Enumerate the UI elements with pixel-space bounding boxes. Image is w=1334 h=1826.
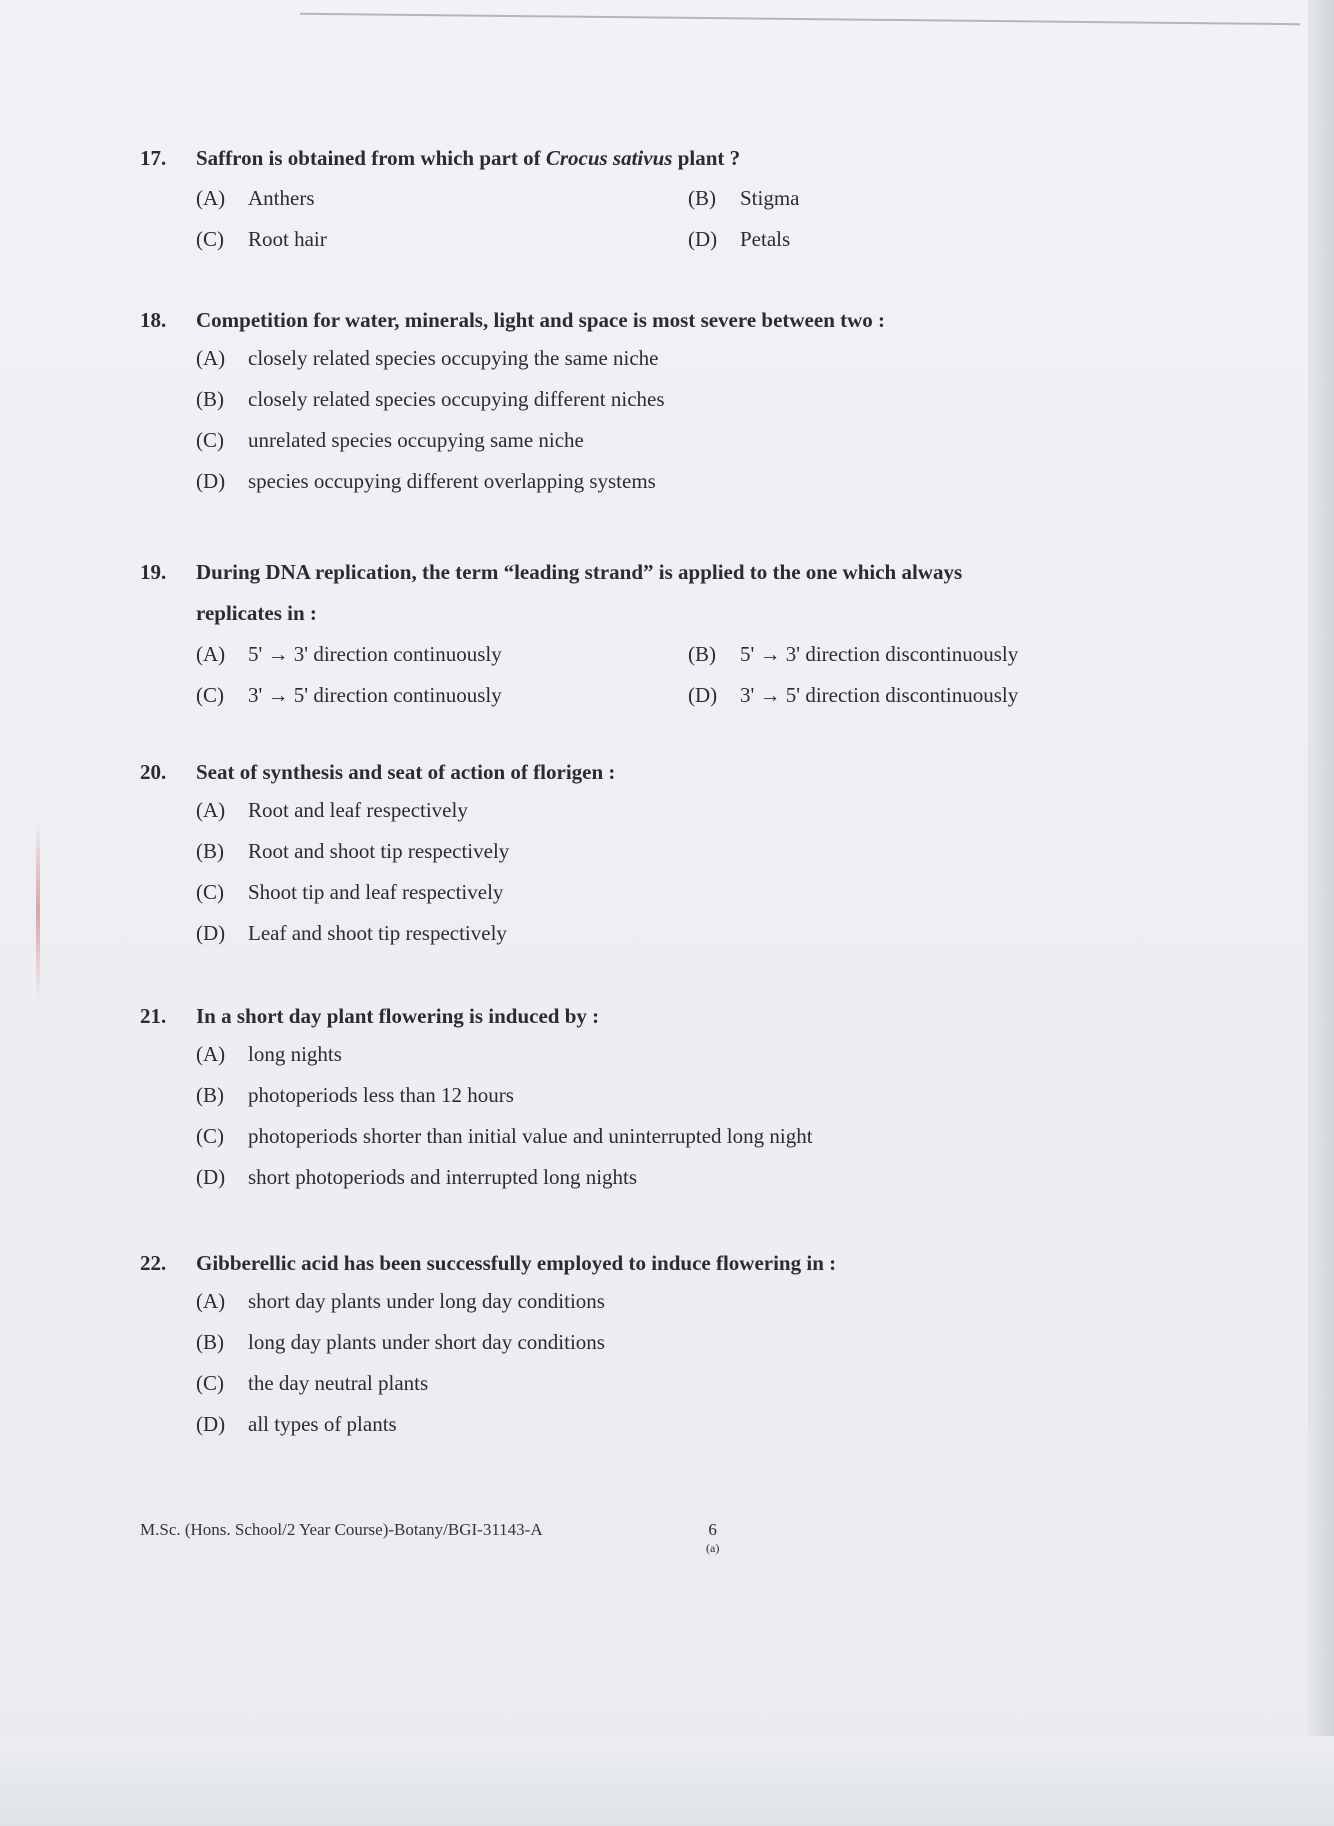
scan-top-line: [300, 13, 1300, 25]
question-18: [140, 302, 1180, 502]
option-b: (B) photoperiods less than 12 hours: [196, 1083, 514, 1107]
question-text: Competition for water, minerals, light and space is most severe between two :: [196, 308, 886, 332]
option-b: (B) Stigma: [688, 186, 800, 210]
option-d: (D) all types of plants: [196, 1412, 397, 1436]
option-d: (D) species occupying different overlapping systems: [196, 469, 656, 493]
option-d: (D) Petals: [688, 227, 791, 251]
option-d: (D) 3' → 5' direction discontinuously: [688, 683, 1019, 707]
question-text: Seat of synthesis and seat of action of florigen :: [196, 760, 616, 784]
option-c: (C) 3' → 5' direction continuously: [196, 683, 502, 707]
question-text: In a short day plant flowering is induced by :: [196, 1004, 600, 1028]
question-number: 20.: [140, 760, 167, 784]
option-c: (C) Root hair: [196, 227, 327, 251]
footer-course-code: M.Sc. (Hons. School/2 Year Course)-Botany/BGI-31143-A: [140, 1520, 543, 1539]
option-c: (C) the day neutral plants: [196, 1371, 429, 1395]
question-number: 17.: [140, 146, 167, 170]
option-a: (A) Root and leaf respectively: [196, 798, 468, 822]
option-d: (D) short photoperiods and interrupted long nights: [196, 1165, 638, 1189]
option-c: (C) photoperiods shorter than initial value and uninterrupted long night: [196, 1124, 813, 1148]
question-number: 22.: [140, 1251, 167, 1275]
question-22: [140, 1245, 1180, 1445]
question-text: Saffron is obtained from which part of Crocus sativus plant ?: [196, 146, 741, 170]
option-c: (C) Shoot tip and leaf respectively: [196, 880, 504, 904]
option-d: (D) Leaf and shoot tip respectively: [196, 921, 507, 945]
option-b: (B) Root and shoot tip respectively: [196, 839, 510, 863]
option-a: (A) Anthers: [196, 186, 315, 210]
option-b: (B) 5' → 3' direction discontinuously: [688, 642, 1019, 666]
page-mark: (a): [706, 1541, 720, 1555]
question-number: 19.: [140, 560, 167, 584]
question-number: 18.: [140, 308, 167, 332]
margin-mark: [36, 820, 40, 1000]
scan-right-edge: [1308, 0, 1334, 1826]
option-b: (B) long day plants under short day conditions: [196, 1330, 605, 1354]
option-a: (A) 5' → 3' direction continuously: [196, 642, 502, 666]
question-number: 21.: [140, 1004, 167, 1028]
question-text: Gibberellic acid has been successfully employed to induce flowering in :: [196, 1251, 837, 1275]
option-a: (A) closely related species occupying the same niche: [196, 346, 659, 370]
option-a: (A) long nights: [196, 1042, 342, 1066]
option-a: (A) short day plants under long day conditions: [196, 1289, 605, 1313]
question-20: [140, 754, 1180, 954]
option-b: (B) closely related species occupying different niches: [196, 387, 665, 411]
page-number: 6 (a): [706, 1520, 719, 1558]
question-21: [140, 998, 1180, 1198]
option-c: (C) unrelated species occupying same niche: [196, 428, 584, 452]
question-17: [140, 140, 1180, 260]
question-19: [140, 552, 1180, 716]
question-text: During DNA replication, the term “leading strand” is applied to the one which always replicates in :: [196, 560, 963, 625]
scan-bottom-edge: [0, 1736, 1334, 1826]
